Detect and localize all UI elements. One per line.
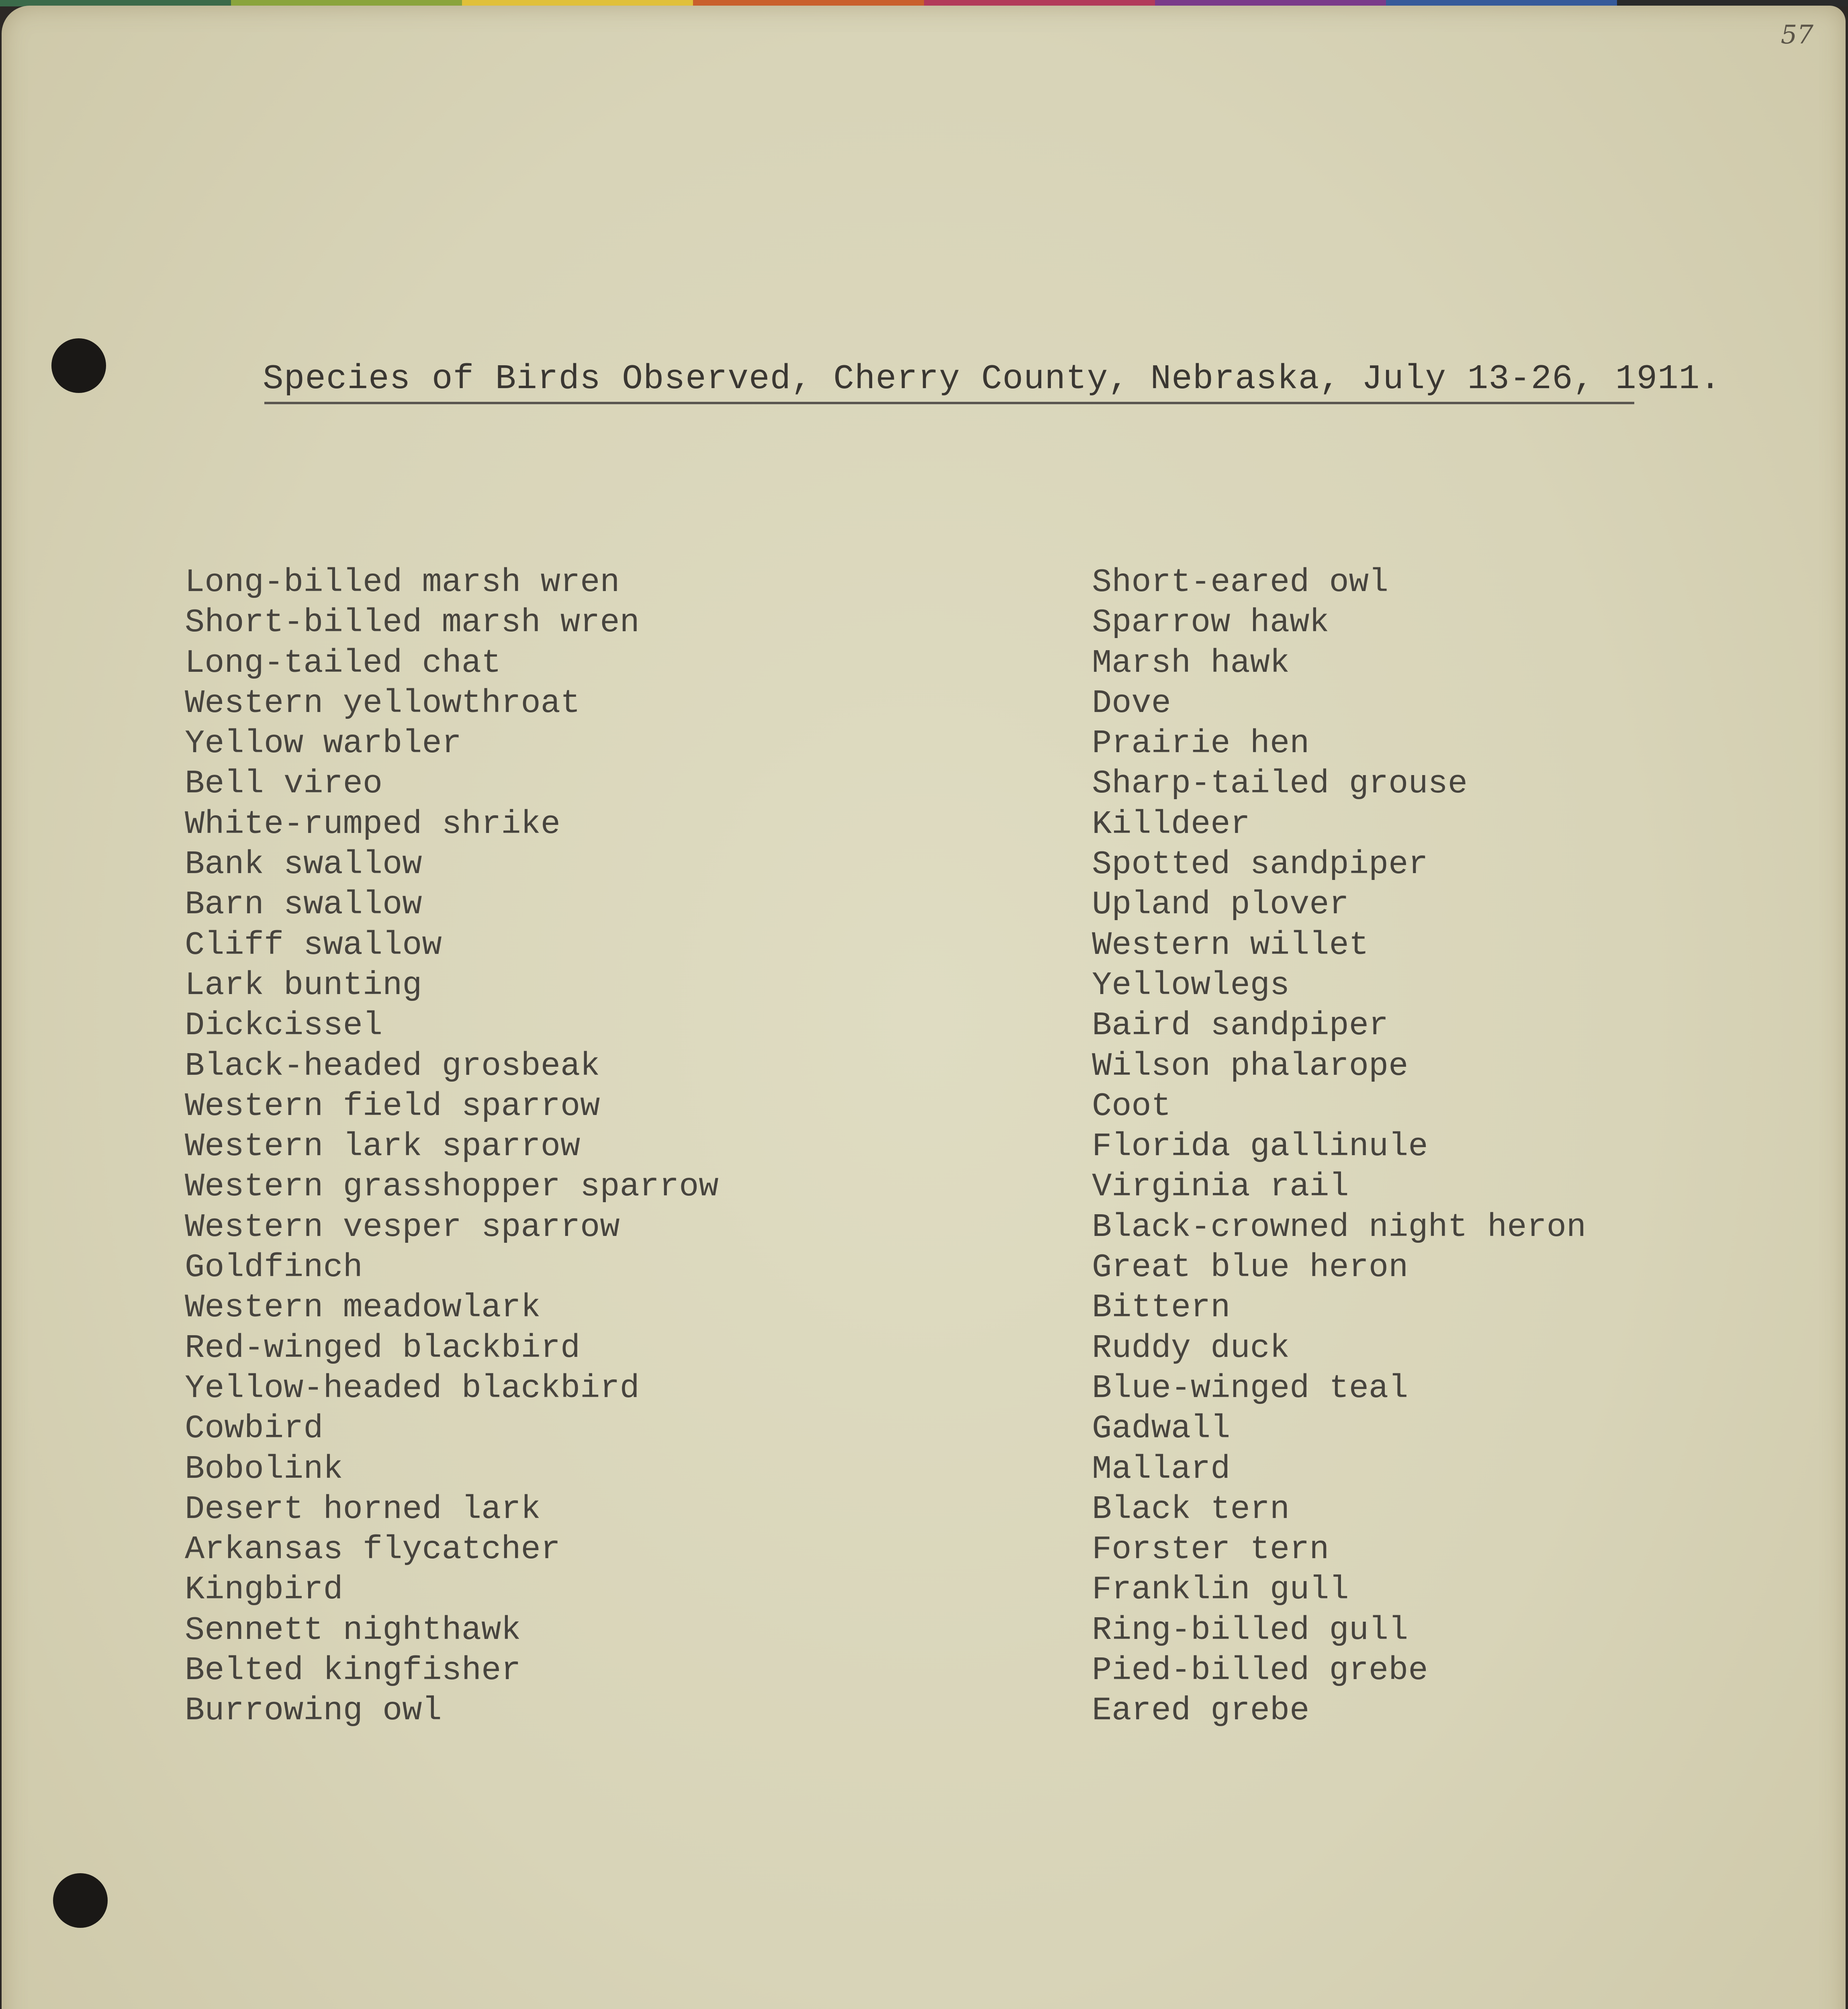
species-item: Dickcissel (185, 1007, 383, 1045)
species-item: Red-winged blackbird (185, 1329, 581, 1367)
species-item: Blue-winged teal (1092, 1369, 1408, 1407)
species-item: Bittern (1092, 1289, 1231, 1327)
species-item: Sennett nighthawk (185, 1611, 521, 1649)
species-item: Lark bunting (185, 966, 422, 1004)
species-item: Burrowing owl (185, 1692, 442, 1730)
species-item: Goldfinch (185, 1249, 363, 1287)
species-item: Kingbird (185, 1571, 343, 1609)
species-item: Desert horned lark (185, 1490, 541, 1528)
species-item: Forster tern (1092, 1531, 1329, 1569)
species-item: Long-billed marsh wren (185, 564, 620, 601)
species-item: Short-eared owl (1092, 564, 1389, 601)
species-item: Belted kingfisher (185, 1652, 521, 1690)
species-item: Cowbird (185, 1410, 323, 1448)
species-item: Gadwall (1092, 1410, 1231, 1448)
species-item: Black-headed grosbeak (185, 1047, 600, 1085)
species-item: Western meadowlark (185, 1289, 541, 1327)
species-item: Killdeer (1092, 805, 1250, 843)
species-item: Franklin gull (1092, 1571, 1349, 1609)
species-item: Long-tailed chat (185, 644, 501, 682)
species-item: Yellow warbler (185, 725, 462, 763)
species-item: Eared grebe (1092, 1692, 1310, 1730)
page-title: Species of Birds Observed, Cherry County, Nebraska, July 13-26, 1911. (263, 359, 1721, 399)
species-item: Ruddy duck (1092, 1329, 1290, 1367)
species-item: Western lark sparrow (185, 1128, 581, 1166)
species-item: Dove (1092, 684, 1171, 722)
punch-hole-bottom (53, 1873, 108, 1928)
species-item: Barn swallow (185, 886, 422, 924)
species-item: Florida gallinule (1092, 1128, 1428, 1166)
species-item: Yellow-headed blackbird (185, 1369, 640, 1407)
species-item: Bobolink (185, 1450, 343, 1488)
species-item: Black-crowned night heron (1092, 1208, 1586, 1246)
species-item: Marsh hawk (1092, 644, 1290, 682)
species-list-left (185, 563, 719, 1731)
species-item: Black tern (1092, 1490, 1290, 1528)
species-item: Ring-billed gull (1092, 1611, 1408, 1649)
species-item: Western grasshopper sparrow (185, 1168, 719, 1206)
species-item: Great blue heron (1092, 1249, 1408, 1287)
species-list-right (1092, 563, 1586, 1731)
species-item: Mallard (1092, 1450, 1231, 1488)
species-item: Virginia rail (1092, 1168, 1349, 1206)
species-item: Western willet (1092, 926, 1369, 964)
species-item: Wilson phalarope (1092, 1047, 1408, 1085)
species-item: Baird sandpiper (1092, 1007, 1389, 1045)
species-item: Coot (1092, 1087, 1171, 1125)
document-page (2, 6, 1846, 2009)
species-item: Western field sparrow (185, 1087, 600, 1125)
species-item: Bell vireo (185, 765, 383, 803)
species-item: Sparrow hawk (1092, 604, 1329, 642)
species-item: Sharp-tailed grouse (1092, 765, 1468, 803)
species-item: Western yellowthroat (185, 684, 581, 722)
species-item: Bank swallow (185, 846, 422, 884)
species-item: Arkansas flycatcher (185, 1531, 560, 1569)
species-item: Short-billed marsh wren (185, 604, 640, 642)
species-item: Upland plover (1092, 886, 1349, 924)
species-item: Prairie hen (1092, 725, 1310, 763)
species-item: Pied-billed grebe (1092, 1652, 1428, 1690)
species-item: Western vesper sparrow (185, 1208, 620, 1246)
title-underline (264, 402, 1634, 404)
species-item: Spotted sandpiper (1092, 846, 1428, 884)
species-item: White-rumped shrike (185, 805, 560, 843)
punch-hole-top (51, 338, 106, 393)
species-item: Cliff swallow (185, 926, 442, 964)
page-number: 57 (1781, 20, 1813, 50)
species-item: Yellowlegs (1092, 966, 1290, 1004)
